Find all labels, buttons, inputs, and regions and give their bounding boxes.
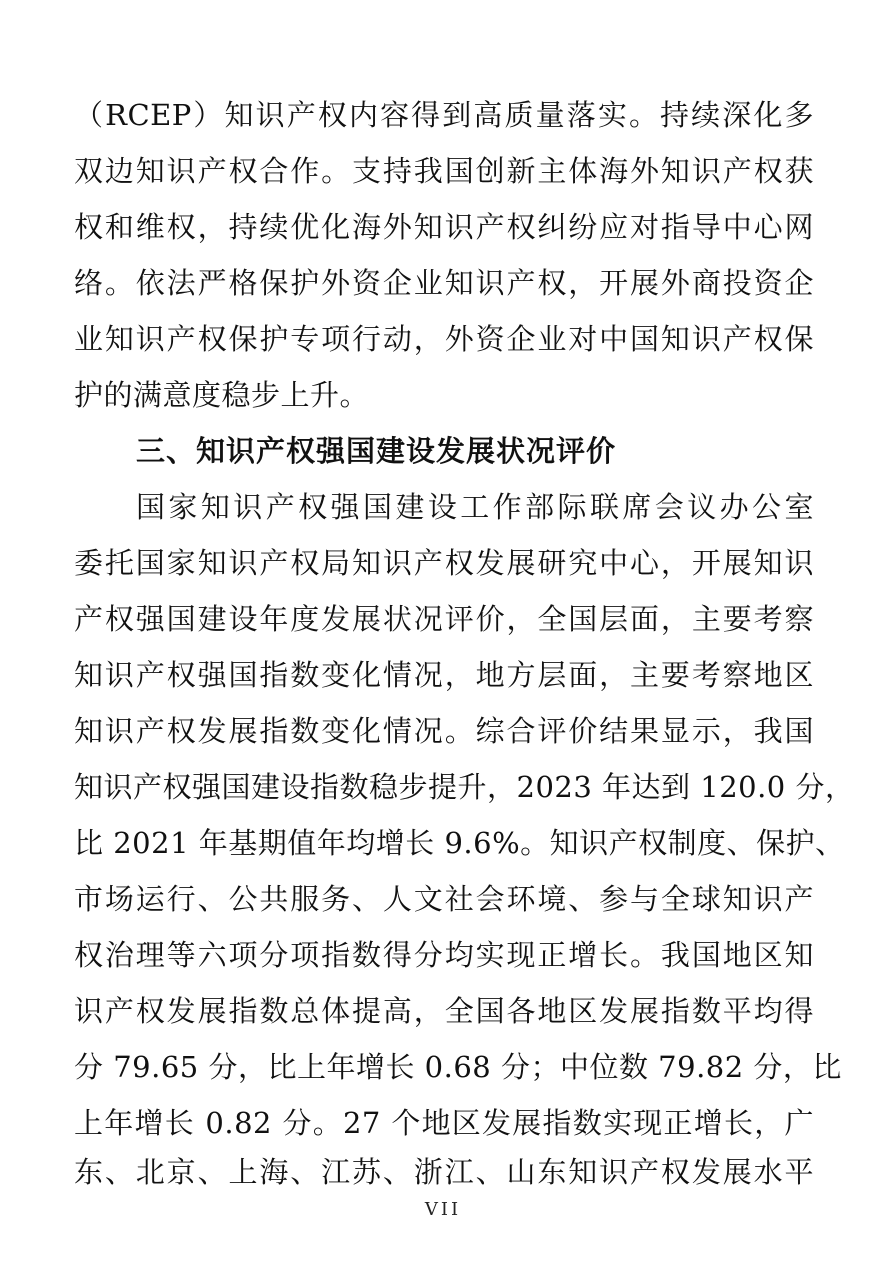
paragraph-1-line-5: 业知识产权保护专项行动，外资企业对中国知识产权保 [74, 322, 814, 356]
paragraph-1-line-3: 权和维权，持续优化海外知识产权纠纷应对指导中心网 [74, 210, 814, 244]
paragraph-2-line-12: 上年增长 0.82 分。27 个地区发展指数实现正增长，广 [74, 1106, 814, 1140]
paragraph-2-line-5: 知识产权发展指数变化情况。综合评价结果显示，我国 [74, 714, 814, 748]
paragraph-2-line-1: 国家知识产权强国建设工作部际联席会议办公室 [136, 490, 814, 524]
paragraph-2-line-6: 知识产权强国建设指数稳步提升，2023 年达到 120.0 分， [74, 770, 855, 804]
paragraph-1-line-2: 双边知识产权合作。支持我国创新主体海外知识产权获 [74, 154, 814, 188]
paragraph-1-line-1: （RCEP）知识产权内容得到高质量落实。持续深化多 [74, 98, 814, 132]
paragraph-2-line-9: 权治理等六项分项指数得分均实现正增长。我国地区知 [74, 938, 814, 972]
section-heading: 三、知识产权强国建设发展状况评价 [136, 434, 617, 468]
paragraph-2-line-3: 产权强国建设年度发展状况评价，全国层面，主要考察 [74, 602, 814, 636]
paragraph-2-line-8: 市场运行、公共服务、人文社会环境、参与全球知识产 [74, 882, 814, 916]
paragraph-2-line-2: 委托国家知识产权局知识产权发展研究中心，开展知识 [74, 546, 814, 580]
paragraph-1-line-6: 护的满意度稳步上升。 [74, 378, 370, 412]
page-number: VII [424, 1199, 462, 1220]
paragraph-2-line-4: 知识产权强国指数变化情况，地方层面，主要考察地区 [74, 658, 814, 692]
paragraph-2-line-10: 识产权发展指数总体提高，全国各地区发展指数平均得 [74, 994, 814, 1028]
paragraph-2-line-7: 比 2021 年基期值年均增长 9.6%。知识产权制度、保护、 [74, 826, 845, 860]
paragraph-2-line-13: 东、北京、上海、江苏、浙江、山东知识产权发展水平 [74, 1155, 814, 1189]
paragraph-2-line-11: 分 79.65 分，比上年增长 0.68 分；中位数 79.82 分，比 [74, 1050, 842, 1084]
paragraph-1-line-4: 络。依法严格保护外资企业知识产权，开展外商投资企 [74, 266, 814, 300]
